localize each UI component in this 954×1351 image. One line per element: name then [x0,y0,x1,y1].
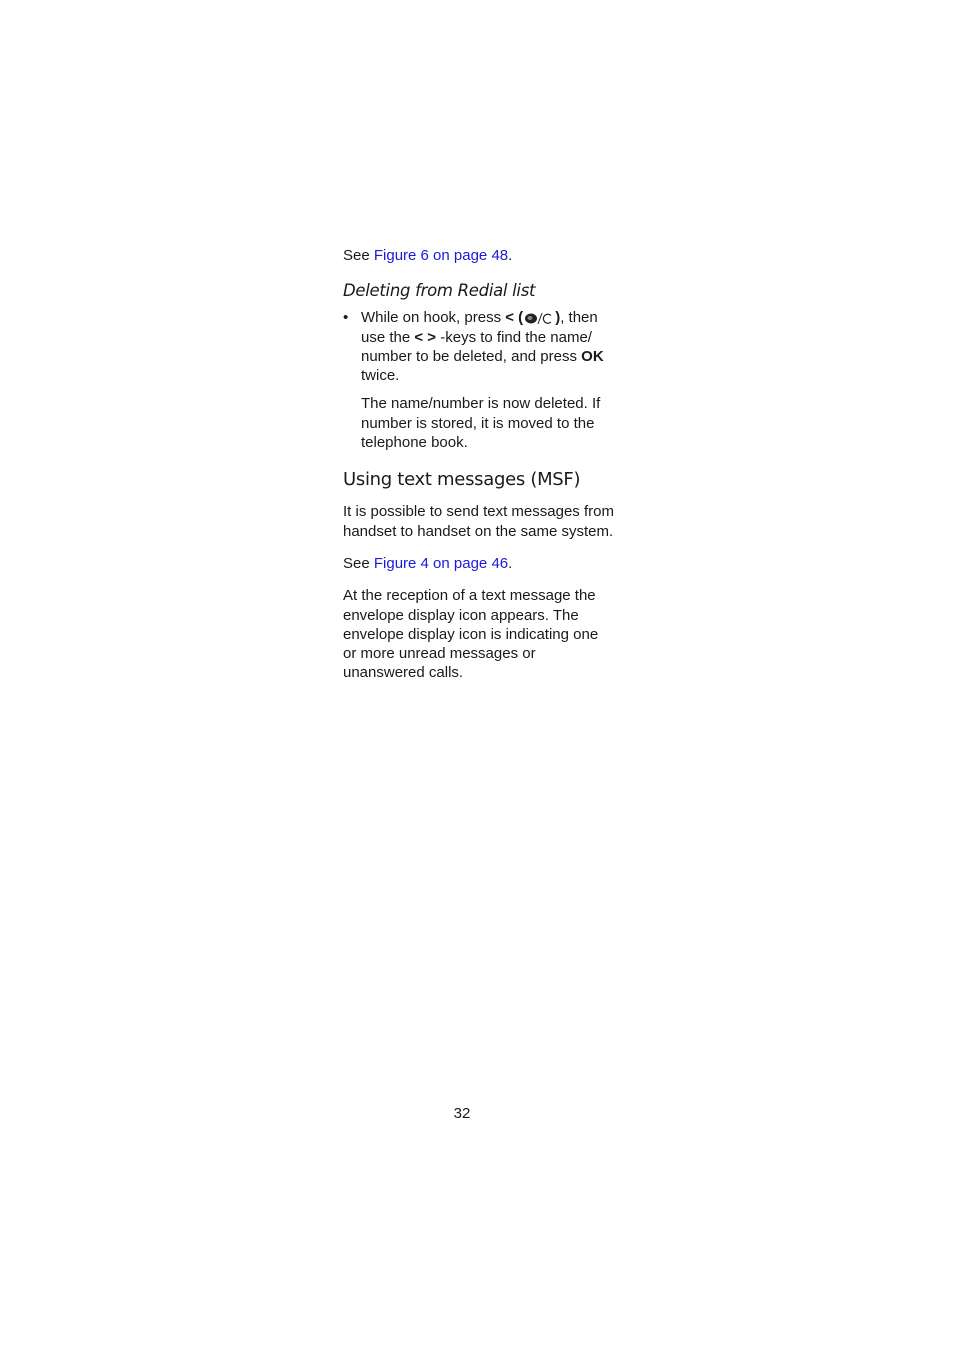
reception-paragraph: At the reception of a text message the envelope display icon appears. The envelope display icon is indicating one or more unread messages or unanswered calls. [343,587,599,682]
figure-4-link[interactable]: Figure 4 on page 46 [373,554,509,572]
see-figure-4-line: See Figure 4 on page 46. [343,554,513,572]
bullet-item [343,308,615,385]
bullet-mark: • [343,309,349,327]
deleting-heading: Deleting from Redial list [343,281,536,301]
section-heading: Using text messages (MSF) [343,469,581,491]
see-prefix: See [343,247,374,264]
main-column [343,246,615,696]
figure-6-link[interactable]: Figure 6 on page 48 [373,247,509,264]
see-suffix: . [508,247,513,264]
deleted-note: The name/number is now deleted. If number is stored, it is moved to the telephone book. [361,395,601,452]
intro-paragraph: It is possible to send text messages from handset to handset on the same system. [343,503,614,540]
bullet-text: While on hook, press < ( ), then use the < > -keys to find the name/ number to be deleted, and press OK twice. [361,309,604,385]
phone-clear-key-icon [523,311,555,325]
page-number: 32 [453,1105,471,1122]
see-figure-6-line [343,246,615,265]
